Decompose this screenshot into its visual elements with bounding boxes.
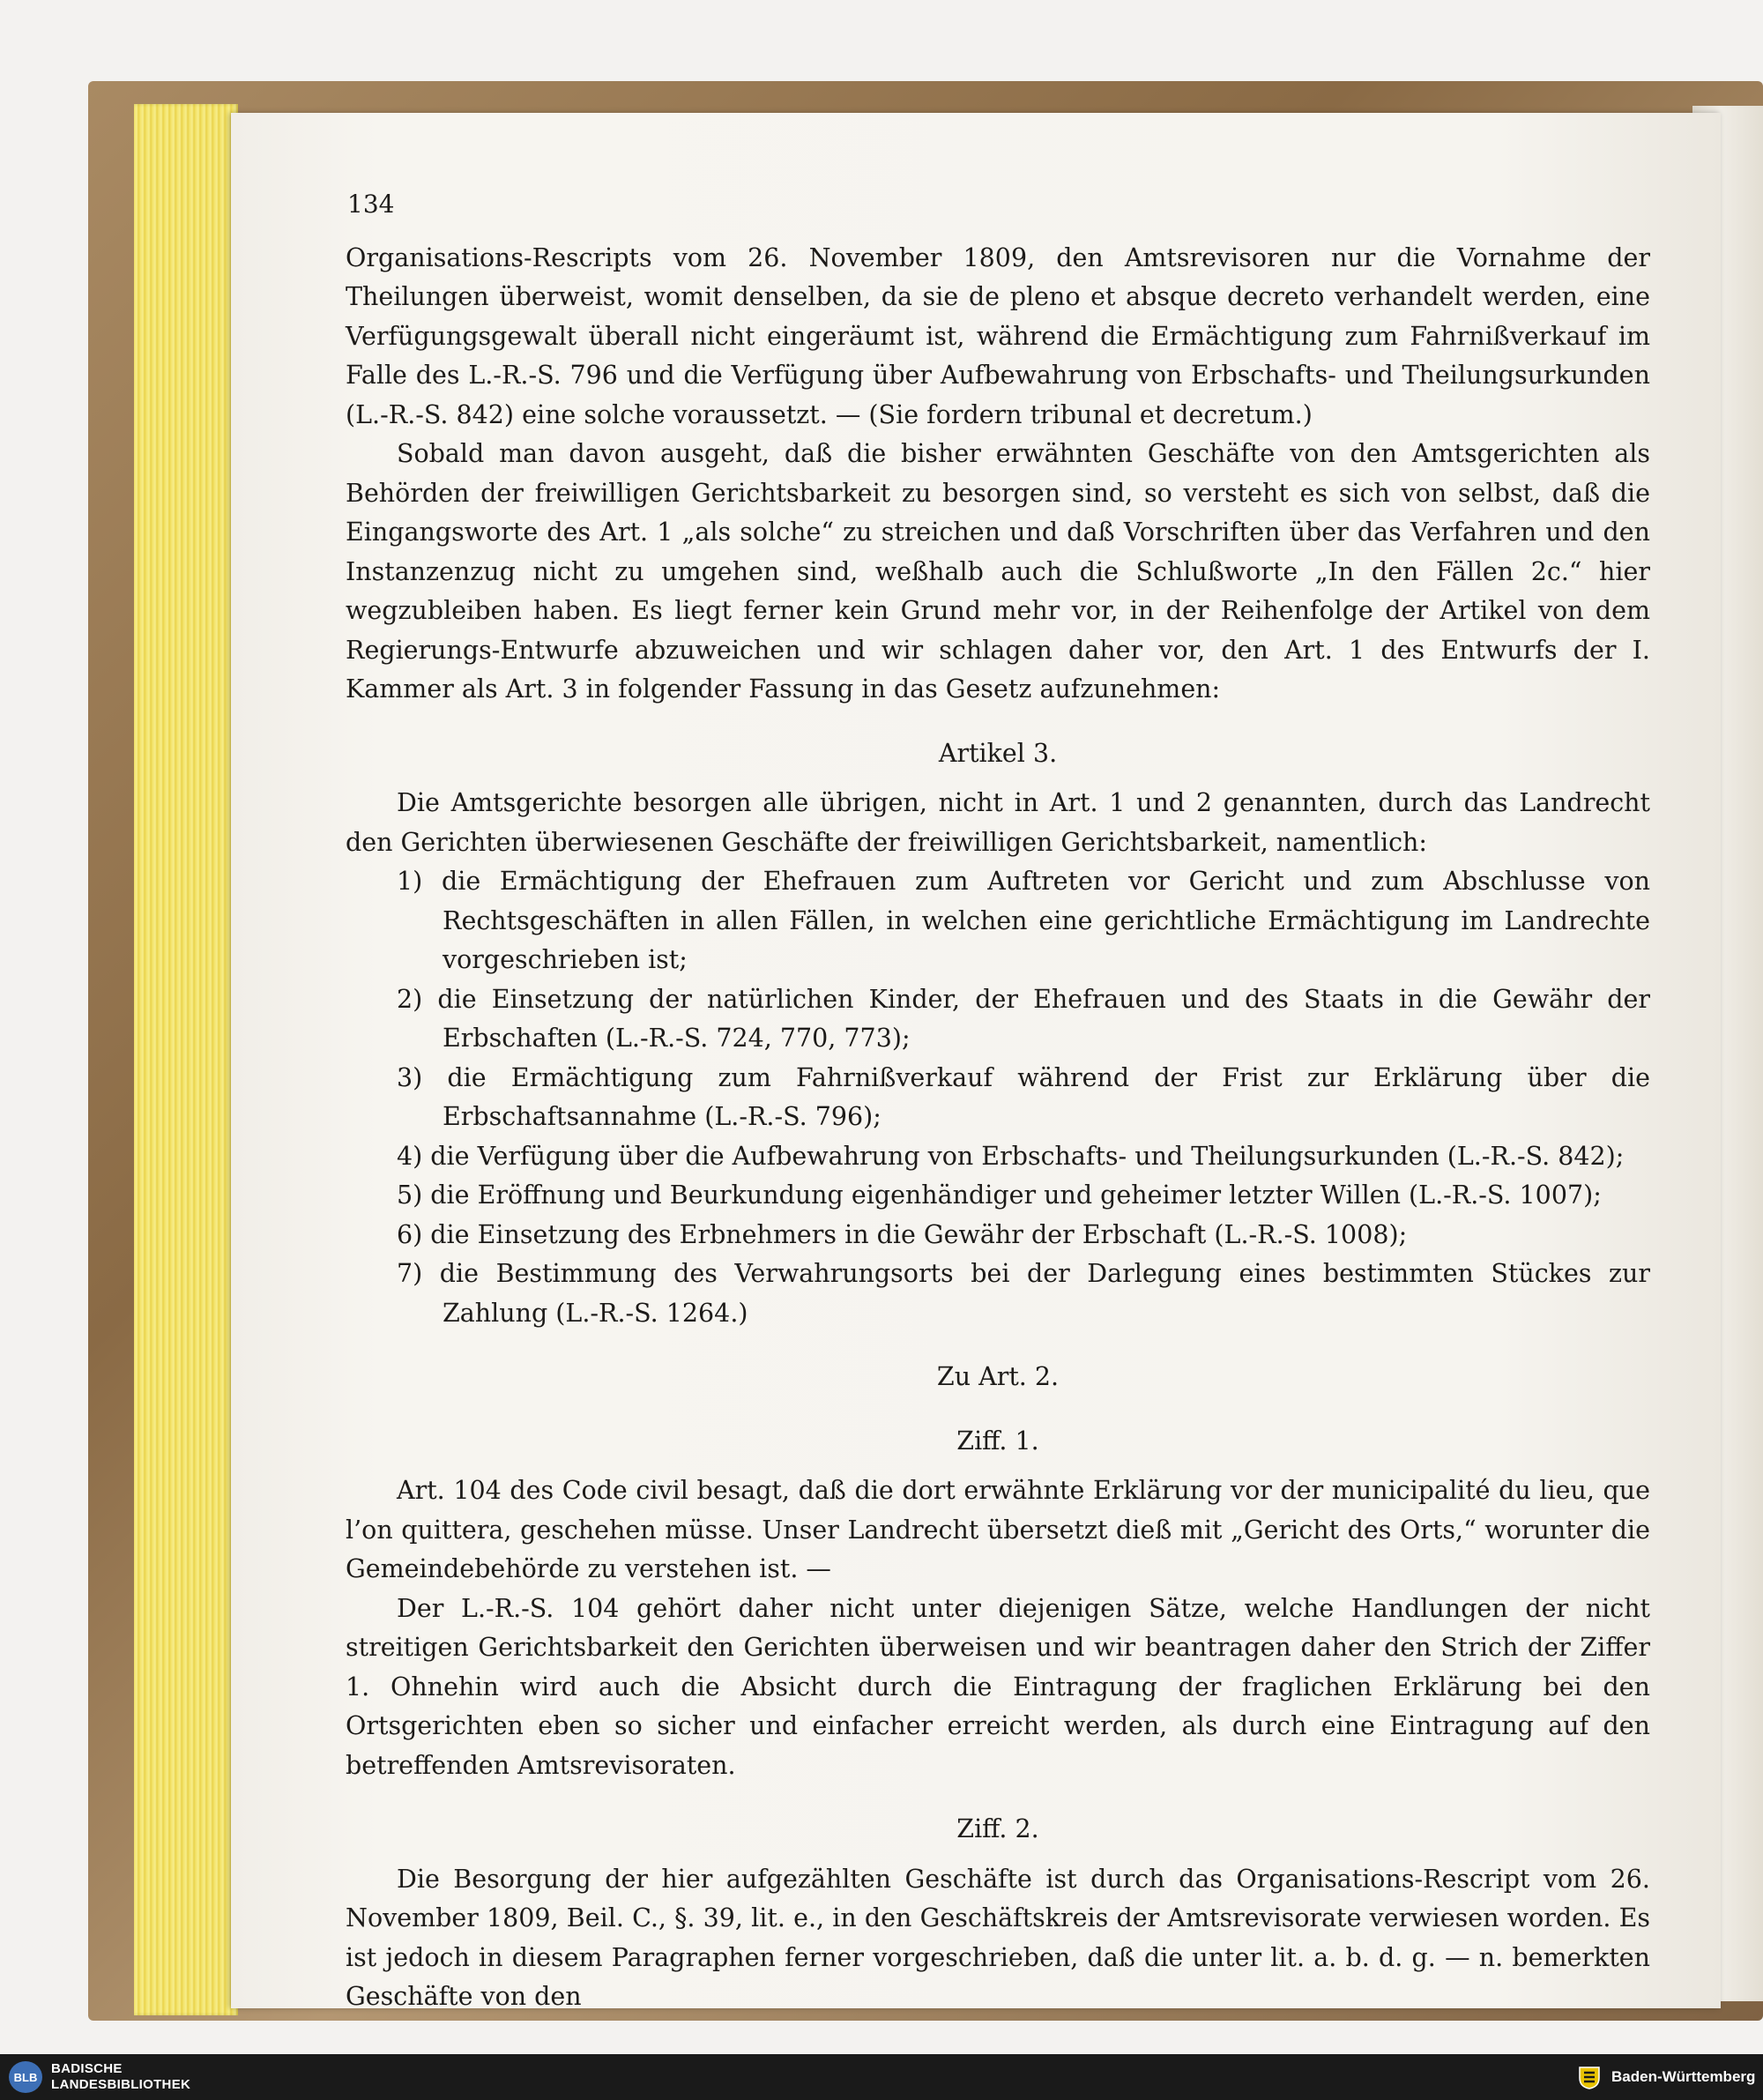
baden-wuerttemberg-crest-icon[interactable] bbox=[1575, 2063, 1603, 2091]
article-list bbox=[346, 862, 1650, 1333]
page-number: 134 bbox=[347, 190, 395, 219]
paragraph-1: Organisations-Rescripts vom 26. November 1809, den Amtsrevisoren nur die Vornahme der Theilungen überweist, womit denselben, da sie de pleno et absque decreto verhandelt werden, eine Verfügungsgewalt überall nicht eingeräumt ist, während die Ermächtigung zum Fahrnißverkauf im Falle des L.-R.-S. 796 und die Verfügung über Aufbewahrung von Erbschafts- und Theilungsurkunden (L.-R.-S. 842) eine solche voraussetzt. — (Sie fordern tribunal et decretum.) bbox=[346, 242, 1650, 429]
list-item: 4) die Verfügung über die Aufbewahrung von Erbschafts- und Theilungsurkunden (L.-R.-S. 842); bbox=[397, 1141, 1625, 1171]
list-item: 2) die Einsetzung der natürlichen Kinder, der Ehefrauen und des Staats in die Gewähr der Erbschaften (L.-R.-S. 724, 770, 773); bbox=[397, 984, 1650, 1053]
list-item: 6) die Einsetzung des Erbnehmers in die Gewähr der Erbschaft (L.-R.-S. 1008); bbox=[397, 1219, 1408, 1249]
paragraph-4: Art. 104 des Code civil besagt, daß die dort erwähnte Erklärung vor der municipalité du lieu, que l’on quittera, geschehen müsse. Unser Landrecht übersetzt dieß mit „Gericht des Orts,“ worunter die Gemeindebehörde zu verstehen ist. — bbox=[346, 1476, 1650, 1583]
footer-bar bbox=[0, 2054, 1763, 2100]
blb-logo-icon[interactable]: BLB bbox=[9, 2061, 42, 2093]
paragraph-3: Die Amtsgerichte besorgen alle übrigen, nicht in Art. 1 und 2 genannten, durch das Landrecht den Gerichten überwiesenen Geschäfte der freiwilligen Gerichtsbarkeit, namentlich: bbox=[346, 788, 1650, 857]
paragraph-5: Der L.-R.-S. 104 gehört daher nicht unter diejenigen Sätze, welche Handlungen der nicht streitigen Gerichtsbarkeit den Gerichten überweisen und wir beantragen daher den Strich der Ziffer 1. Ohnehin wird auch die Absicht durch die Eintragung der fraglichen Erklärung bei den Ortsgerichten eben so sicher und einfacher erreicht werden, als durch eine Eintragung auf den betreffenden Amtsrevisoraten. bbox=[346, 1593, 1650, 1780]
heading-ziff-2: Ziff. 2. bbox=[956, 1814, 1039, 1843]
paragraph-2: Sobald man davon ausgeht, daß die bisher erwähnten Geschäfte von den Amtsgerichten als Behörden der freiwilligen Gerichtsbarkeit zu besorgen sind, so versteht es sich von selbst, daß die Eingangsworte des Art. 1 „als solche“ zu streichen und daß Vorschriften über das Verfahren und den Instanzenzug nicht zu umgehen sind, weßhalb auch die Schlußworte „In den Fällen 2c.“ hier wegzubleiben haben. Es liegt ferner kein Grund mehr vor, in der Reihenfolge der Artikel von dem Regierungs-Entwurfe abzuweichen und wir schlagen daher vor, den Art. 1 des Entwurfs der I. Kammer als Art. 3 in folgender Fassung in das Gesetz aufzunehmen: bbox=[346, 439, 1650, 704]
heading-ziff-1: Ziff. 1. bbox=[956, 1426, 1039, 1456]
paragraph-6: Die Besorgung der hier aufgezählten Geschäfte ist durch das Organisations-Rescript vom 26. November 1809, Beil. C., §. 39, lit. e., in den Geschäftskreis der Amtsrevisorate verwiesen worden. Es ist jedoch in diesem Paragraphen ferner vorgeschrieben, daß die unter lit. a. b. d. g. — n. bemerkten Geschäfte von den bbox=[346, 1864, 1650, 2011]
baden-wuerttemberg-label[interactable]: Baden-Württemberg bbox=[1611, 2068, 1756, 2085]
list-item: 7) die Bestimmung des Verwahrungsorts bei der Darlegung eines bestimmten Stückes zur Zahlung (L.-R.-S. 1264.) bbox=[397, 1259, 1650, 1328]
heading-zu-art-2: Zu Art. 2. bbox=[936, 1362, 1060, 1391]
crest-svg bbox=[1576, 2064, 1603, 2090]
heading-artikel-3: Artikel 3. bbox=[938, 738, 1058, 768]
blb-line-2: LANDESBIBLIOTHEK bbox=[51, 2077, 191, 2092]
blb-name bbox=[51, 2061, 190, 2093]
blb-line-1: BADISCHE bbox=[51, 2061, 123, 2076]
list-item: 3) die Ermächtigung zum Fahrnißverkauf während der Frist zur Erklärung über die Erbschaftsannahme (L.-R.-S. 796); bbox=[397, 1062, 1650, 1131]
page-text bbox=[346, 185, 1650, 2017]
list-item: 1) die Ermächtigung der Ehefrauen zum Auftreten vor Gericht und zum Abschlusse von Rechtsgeschäften in allen Fällen, in welchen eine gerichtliche Ermächtigung im Landrechte vorgeschrieben ist; bbox=[397, 867, 1650, 974]
page-edges-gilt bbox=[134, 104, 238, 2015]
list-item: 5) die Eröffnung und Beurkundung eigenhändiger und geheimer letzter Willen (L.-R.-S. 1007); bbox=[397, 1180, 1602, 1210]
